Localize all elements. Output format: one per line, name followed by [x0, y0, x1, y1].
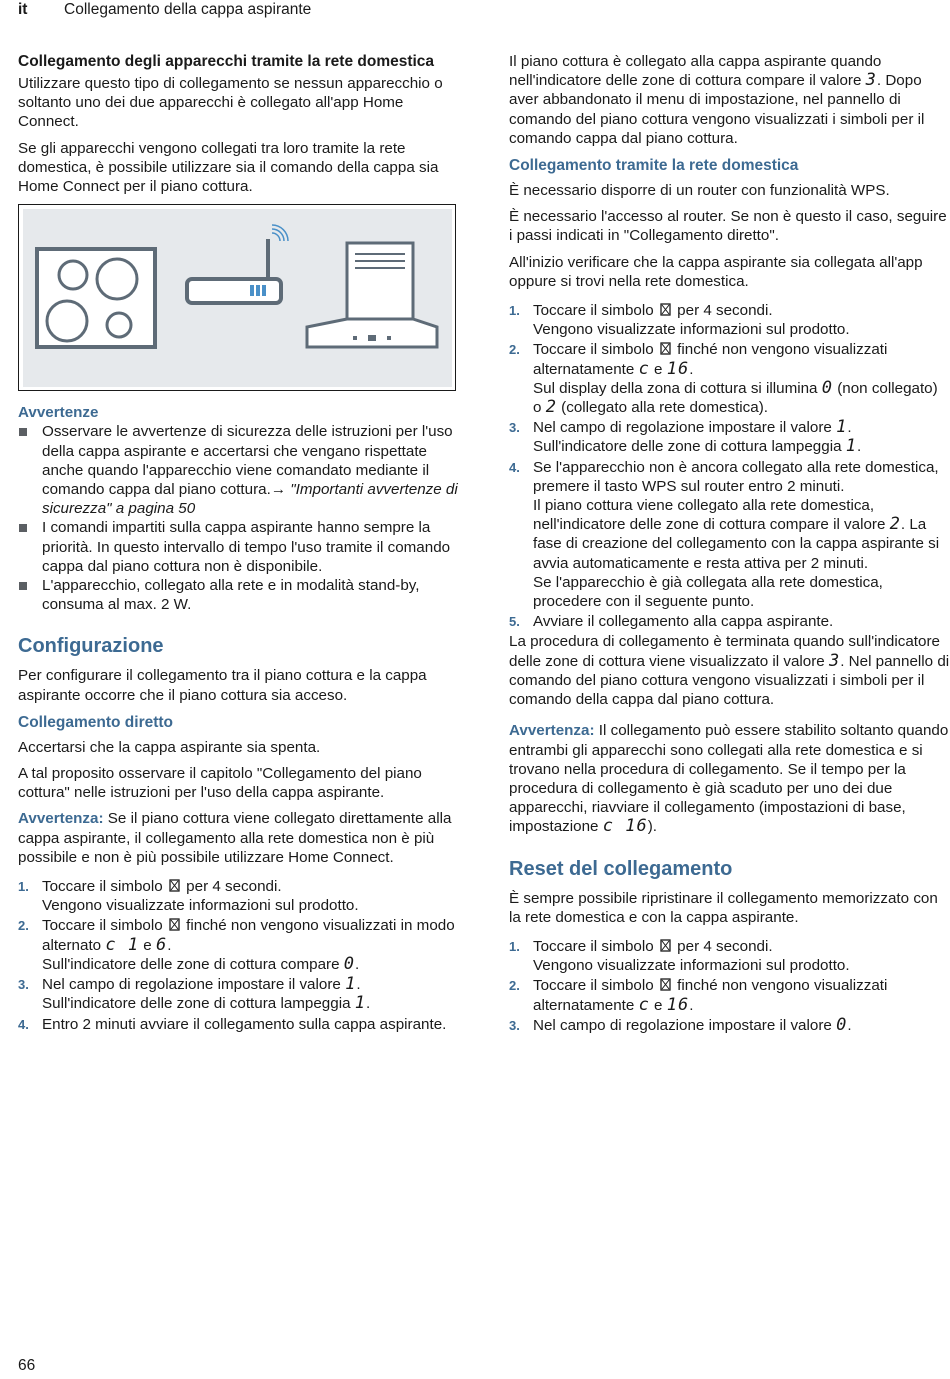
display-value: 1	[354, 993, 367, 1014]
display-value: 3	[865, 70, 877, 91]
paragraph: Utilizzare questo tipo di collegamento se nessun apparecchio o soltanto uno dei due apparecchi è collegato all'app Home Connect.	[18, 75, 443, 131]
hood-symbol-icon	[169, 879, 180, 892]
note-label: Avvertenza:	[18, 810, 104, 828]
page-number: 66	[18, 1357, 36, 1374]
right-column	[509, 52, 950, 1036]
page-header	[0, 0, 950, 22]
list-item: 3. Nel campo di regolazione impostare il valore 1. Sull'indicatore delle zone di cottura lampeggia 1.	[509, 417, 862, 457]
list-item: 2. Toccare il simbolo finché non vengono visualizzati in modo alternato c 1 e 6. Sull'indicatore delle zone di cottura compare 0.	[18, 917, 455, 974]
paragraph: Il piano cottura è collegato alla cappa aspirante quando nell'indicatore delle zone di cottura compare il valore 3. Dopo aver abbandonato il menu di impostazione, nel pannello di comando del piano cottura vengono visualizzati i simboli per il comando cappa dal piano cottura.	[509, 53, 925, 147]
list-item: 2. Toccare il simbolo finché non vengono visualizzati alternatamente c e 16. Sul display della zona di cottura si illumina 0 (non collegato) o 2 (collegato alla rete domestica).	[509, 341, 938, 418]
display-value: 2	[889, 514, 901, 535]
paragraph: È sempre possibile ripristinare il collegamento memorizzato con la rete domestica e con la cappa aspirante.	[509, 889, 938, 926]
bullet-square-icon	[19, 582, 27, 590]
display-value: 1	[345, 974, 357, 995]
display-value: 1	[845, 436, 858, 457]
paragraph: All'inizio verificare che la cappa aspirante sia collegata all'app oppure si trovi nella rete domestica.	[509, 253, 923, 290]
warnings-list	[18, 422, 458, 614]
bullet-square-icon	[19, 524, 27, 532]
display-value: 6	[155, 934, 168, 955]
display-value: 16	[666, 994, 690, 1015]
cooktop-icon	[37, 249, 155, 347]
display-value: c	[638, 994, 650, 1015]
paragraph: Per configurare il collegamento tra il piano cottura e la cappa aspirante occorre che il piano cottura sia acceso.	[18, 667, 427, 704]
language-tag: it	[18, 1, 28, 18]
appliances-figure	[23, 209, 452, 387]
list-item: I comandi impartiti sulla cappa aspirante hanno sempre la priorità. In questo intervallo di tempo l'uso tramite il comando cappa dal piano cottura non è disponibile.	[18, 518, 458, 576]
list-item: 1. Toccare il simbolo per 4 secondi. Vengono visualizzate informazioni sul prodotto.	[18, 878, 359, 915]
paragraph: Accertarsi che la cappa aspirante sia spenta.	[18, 738, 321, 756]
list-item: 1. Toccare il simbolo per 4 secondi. Vengono visualizzate informazioni sul prodotto.	[509, 937, 850, 975]
section-heading-configuration: Configurazione	[18, 635, 164, 658]
hood-symbol-icon	[660, 342, 671, 355]
display-value: 3	[828, 650, 841, 671]
list-item: 4. Se l'apparecchio non è ancora collegato alla rete domestica, premere il tasto WPS sul router entro 2 minuti. Il piano cottura viene collegato alla rete domestica, nell'indicatore delle zone di cottura compare il valore 2. La fase di creazione del collegamento con la cappa aspirante si avvia automaticamente e resta attiva per 2 minuti. Se l'apparecchio è già collegata alla rete domestica, procedere con il seguente punto.	[509, 458, 940, 611]
display-value: 0	[343, 953, 356, 974]
display-value: c 1	[105, 934, 140, 955]
subheading-direct-connection: Collegamento diretto	[18, 713, 174, 731]
list-item: 4. Entro 2 minuti avviare il collegamento sulla cappa aspirante.	[18, 1015, 447, 1033]
cross-reference-link[interactable]: "Importanti avvertenze di sicurezza" a pagina 50	[42, 481, 458, 518]
note-label: Avvertenza:	[509, 722, 595, 740]
list-item: 1. Toccare il simbolo per 4 secondi. Vengono visualizzate informazioni sul prodotto.	[509, 302, 850, 339]
list-item: 5. Avviare il collegamento alla cappa aspirante.	[509, 613, 834, 631]
list-item: 2. Toccare il simbolo finché non vengono visualizzati alternatamente c e 16.	[509, 977, 888, 1015]
hood-symbol-icon	[169, 918, 180, 931]
paragraph: A tal proposito osservare il capitolo "Collegamento del piano cottura" nelle istruzioni per l'uso della cappa aspirante.	[18, 765, 422, 802]
left-column	[18, 52, 458, 1035]
display-value: c	[638, 358, 650, 379]
paragraph: È necessario disporre di un router con funzionalità WPS.	[509, 182, 890, 200]
display-value: 2	[545, 397, 557, 418]
connection-illustration	[18, 204, 456, 391]
hood-symbol-icon	[660, 303, 671, 316]
bullet-square-icon	[19, 428, 27, 436]
paragraph: La procedura di collegamento è terminata quando sull'indicatore delle zone di cottura viene visualizzato il valore 3. Nel pannello di comando del piano cottura vengono visualizzati i simboli per il comando della cappa dal piano cottura.	[509, 633, 950, 709]
list-item: 3. Nel campo di regolazione impostare il valore 0.	[509, 1014, 852, 1035]
running-title: Collegamento della cappa aspirante	[64, 1, 312, 18]
section-heading-home-network: Collegamento degli apparecchi tramite la rete domestica	[18, 53, 435, 70]
list-item: 3. Nel campo di regolazione impostare il valore 1. Sull'indicatore delle zone di cottura lampeggia 1.	[18, 974, 371, 1014]
warnings-heading: Avvertenze	[18, 404, 99, 422]
note-paragraph: Avvertenza: Il collegamento può essere stabilito soltanto quando entrambi gli apparecchi sono collegati alla rete domestica e si trovano nella procedura di collegamento. Se il tempo per la procedura di collegamento è già scaduto per uno dei due apparecchi, riavviare il collegamento (impostazioni di base, impostazione c 16).	[509, 722, 949, 837]
cross-reference-arrow-icon: →	[270, 481, 287, 499]
list-item: Osservare le avvertenze di sicurezza delle istruzioni per l'uso della cappa aspirante e accertarsi che vengano rispettate anche quando l'apparecchio viene comandato mediante il comando cappa dal piano cottura.→ "Importanti avvertenze di sicurezza" a pagina 50	[18, 422, 458, 518]
network-steps-list	[509, 301, 950, 631]
display-value: 16	[666, 358, 690, 379]
paragraph: È necessario l'accesso al router. Se non è questo il caso, seguire i passi indicati in "Collegamento diretto".	[509, 208, 947, 245]
list-item: L'apparecchio, collegato alla rete e in modalità stand-by, consuma al max. 2 W.	[18, 576, 458, 614]
display-value: 1	[836, 417, 848, 438]
display-value: 0	[836, 1014, 848, 1035]
subheading-network-connection: Collegamento tramite la rete domestica	[509, 157, 799, 175]
display-value: 0	[821, 377, 833, 398]
note-paragraph: Avvertenza: Se il piano cottura viene collegato direttamente alla cappa aspirante, il collegamento alla rete domestica non è più possibile e non è più possibile utilizzare Home Connect.	[18, 810, 452, 866]
hood-symbol-icon	[660, 939, 671, 952]
direct-steps-list	[18, 877, 458, 1034]
hood-symbol-icon	[660, 978, 671, 991]
reset-steps-list	[509, 937, 950, 1035]
display-value: c 16	[602, 816, 648, 837]
section-heading-reset: Reset del collegamento	[509, 857, 733, 880]
paragraph: Se gli apparecchi vengono collegati tra loro tramite la rete domestica, è possibile utilizzare sia il comando della cappa sia Home Connect per il piano cottura.	[18, 139, 439, 196]
